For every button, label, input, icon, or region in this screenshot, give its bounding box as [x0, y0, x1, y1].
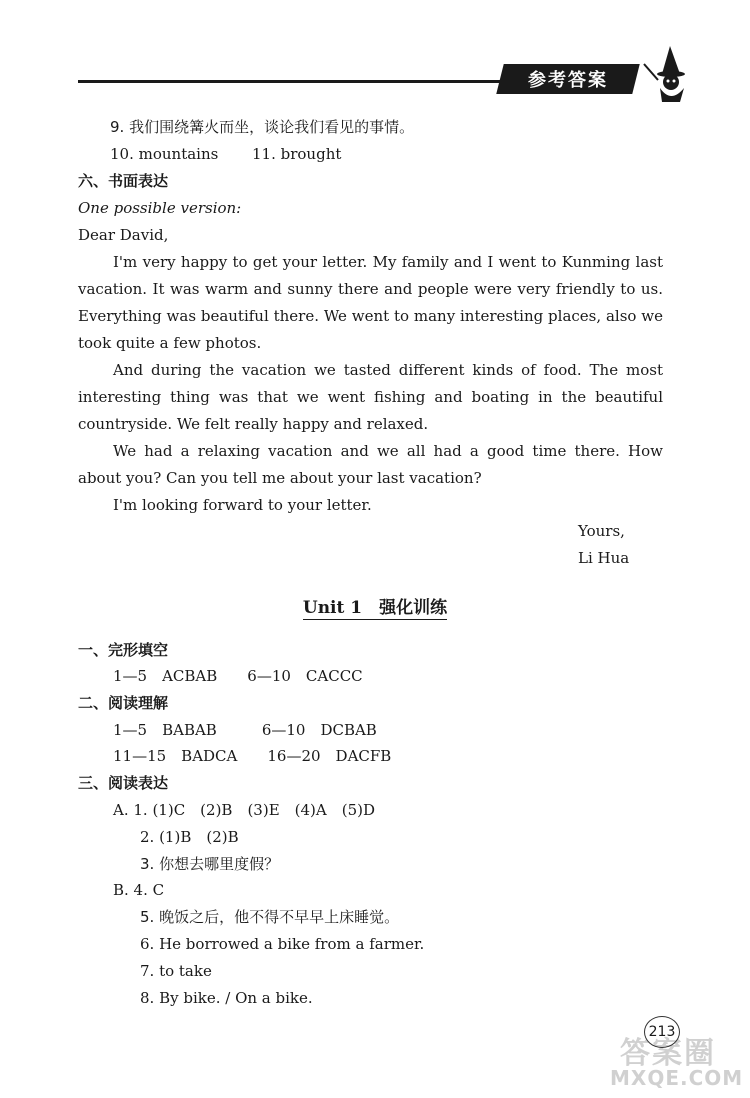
unit-title — [0, 593, 750, 618]
header-rule — [78, 80, 508, 83]
paragraph-text: I'm very happy to get your letter. My family and I went to Kunming last vacation. It was warm and sunny there and people were very friendly to us. Everything was beautiful there. We went to many interesting places, also we took quite a few photos. — [78, 253, 663, 352]
expression-a1: A. 1. (1)C (2)B (3)E (4)A (5)D — [113, 801, 375, 819]
salutation: Dear David, — [78, 226, 169, 244]
paragraph-text: We had a relaxing vacation and we all had a good time there. How about you? Can you tell me about your last vacation? — [78, 442, 663, 487]
expression-b7: 7. to take — [140, 962, 212, 980]
letter-paragraph-2 — [78, 357, 663, 438]
expression-b5: 5. 晚饭之后，他不得不早早上床睡觉。 — [140, 908, 400, 926]
header-banner — [496, 64, 639, 94]
answer-10: 10. mountains — [110, 145, 219, 163]
watermark-bottom: MXQE.COM — [610, 1066, 744, 1090]
watermark-top: 答案圈 — [620, 1036, 716, 1071]
closing: Yours, — [578, 522, 625, 540]
expression-b6: 6. He borrowed a bike from a farmer. — [140, 935, 425, 953]
reading-answers-2: 11—15 BADCA 16—20 DACFB — [113, 747, 392, 765]
version-label: One possible version: — [78, 199, 242, 217]
unit-title-text: Unit 1 强化训练 — [302, 598, 448, 618]
reading-answers-1: 1—5 BABAB 6—10 DCBAB — [113, 721, 377, 739]
letter-paragraph-4 — [78, 492, 663, 519]
answer-11: 11. brought — [252, 145, 342, 163]
section-heading-reading-expression: 三、阅读表达 — [78, 774, 169, 792]
header-banner-label: 参考答案 — [528, 70, 608, 91]
paragraph-text: And during the vacation we tasted different kinds of food. The most interesting thing was that we went fishing and boating in the beautiful countryside. We felt really happy and relaxed. — [78, 361, 663, 433]
answer-9: 9. 我们围绕篝火而坐，谈论我们看见的事情。 — [110, 118, 415, 136]
section-heading-writing: 六、书面表达 — [78, 172, 169, 190]
expression-b8: 8. By bike. / On a bike. — [140, 989, 313, 1007]
section-heading-cloze: 一、完形填空 — [78, 641, 169, 659]
expression-a2: 2. (1)B (2)B — [140, 828, 239, 846]
wizard-icon — [640, 44, 700, 104]
page-number: 213 — [644, 1016, 680, 1048]
expression-a3: 3. 你想去哪里度假？ — [140, 855, 280, 873]
letter-paragraph-3 — [78, 438, 663, 492]
expression-b4: B. 4. C — [113, 881, 165, 899]
section-heading-reading: 二、阅读理解 — [78, 694, 169, 712]
cloze-answers: 1—5 ACBAB 6—10 CACCC — [113, 667, 363, 685]
signature: Li Hua — [578, 549, 630, 567]
paragraph-text: I'm looking forward to your letter. — [113, 496, 372, 514]
letter-paragraph-1 — [78, 249, 663, 357]
